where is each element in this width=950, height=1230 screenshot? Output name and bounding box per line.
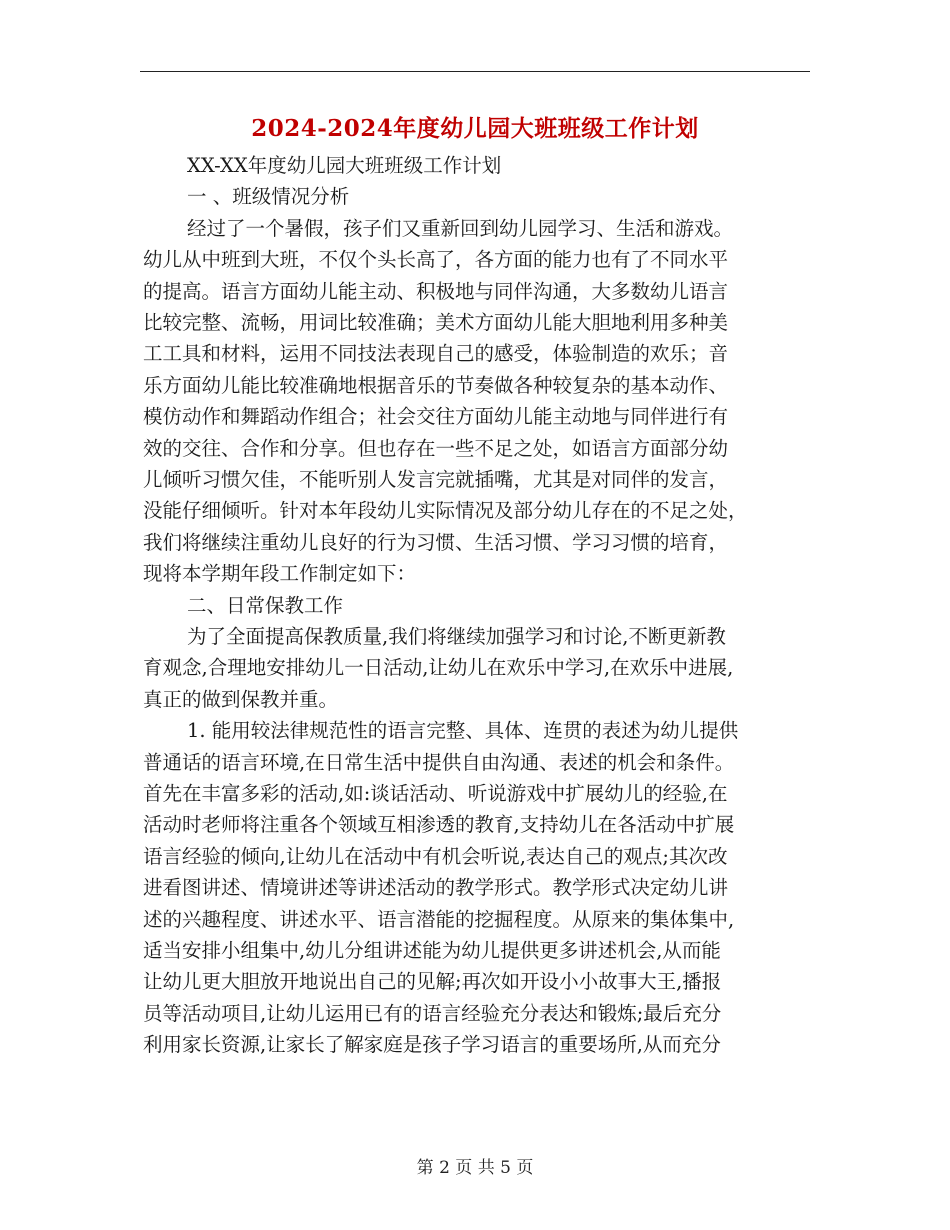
body-line: 1. 能用较法律规范性的语言完整、具体、连贯的表述为幼儿提供	[187, 719, 739, 743]
body-line: XX-XX年度幼儿园大班班级工作计划	[187, 154, 502, 177]
body-line: 一 、班级情况分析	[187, 185, 350, 209]
body-line: 为了全面提高保教质量,我们将继续加强学习和讨论,不断更新教	[187, 625, 726, 648]
body-line: 进看图讲述、情境讲述等讲述活动的教学形式。教学形式决定幼儿讲	[143, 876, 729, 900]
body-line: 述的兴趣程度、讲述水平、语言潜能的挖掘程度。从原来的集体集中,	[143, 907, 735, 931]
body-line: 的提高。语言方面幼儿能主动、积极地与同伴沟通，大多数幼儿语言	[143, 279, 729, 303]
body-line: 员等活动项目,让幼儿运用已有的语言经验充分表达和锻炼;最后充分	[143, 1001, 722, 1025]
page-number: 第 2 页 共 5 页	[416, 1158, 534, 1178]
body-line: 比较完整、流畅，用词比较准确；美术方面幼儿能大胆地利用多种美	[143, 311, 729, 334]
body-line: 工工具和材料，运用不同技法表现自己的感受，体验制造的欢乐；音	[143, 342, 729, 366]
body-line: 活动时老师将注重各个领域互相渗透的教育,支持幼儿在各活动中扩展	[143, 813, 735, 837]
body-line: 幼儿从中班到大班，不仅个头长高了，各方面的能力也有了不同水平	[143, 248, 729, 272]
body-line: 真正的做到保教并重。	[143, 687, 339, 711]
body-line: 适当安排小组集中,幼儿分组讲述能为幼儿提供更多讲述机会,从而能	[143, 939, 721, 962]
body-line: 育观念,合理地安排幼儿一日活动,让幼儿在欢乐中学习,在欢乐中进展,	[143, 656, 734, 680]
body-line: 普通话的语言环境,在日常生活中提供自由沟通、表述的机会和条件。	[143, 750, 735, 774]
body-line: 二、日常保教工作	[187, 593, 344, 617]
body-line: 我们将继续注重幼儿良好的行为习惯、生活习惯、学习习惯的培育，	[143, 530, 729, 554]
body-line: 经过了一个暑假，孩子们又重新回到幼儿园学习、生活和游戏。	[187, 216, 734, 240]
document-title: 2024-2024年度幼儿园大班班级工作计划	[251, 115, 699, 142]
body-line: 儿倾听习惯欠佳，不能听别人发言完就插嘴，尤其是对同伴的发言，	[143, 468, 729, 491]
body-line: 乐方面幼儿能比较准确地根据音乐的节奏做各种较复杂的基本动作、	[143, 373, 729, 397]
body-line: 效的交往、合作和分享。但也存在一些不足之处，如语言方面部分幼	[143, 436, 729, 460]
body-line: 现将本学期年段工作制定如下：	[143, 562, 417, 586]
body-line: 没能仔细倾听。针对本年段幼儿实际情况及部分幼儿存在的不足之处，	[143, 499, 748, 523]
body-line: 让幼儿更大胆放开地说出自己的见解;再次如开设小小故事大王,播报	[143, 970, 722, 994]
body-line: 语言经验的倾向,让幼儿在活动中有机会听说,表达自己的观点;其次改	[143, 844, 728, 868]
body-line: 利用家长资源,让家长了解家庭是孩子学习语言的重要场所,从而充分	[143, 1033, 721, 1057]
body-line: 模仿动作和舞蹈动作组合；社会交往方面幼儿能主动地与同伴进行有	[143, 405, 729, 429]
header-rule	[140, 71, 810, 72]
body-line: 首先在丰富多彩的活动,如:谈话活动、听说游戏中扩展幼儿的经验,在	[143, 782, 728, 805]
